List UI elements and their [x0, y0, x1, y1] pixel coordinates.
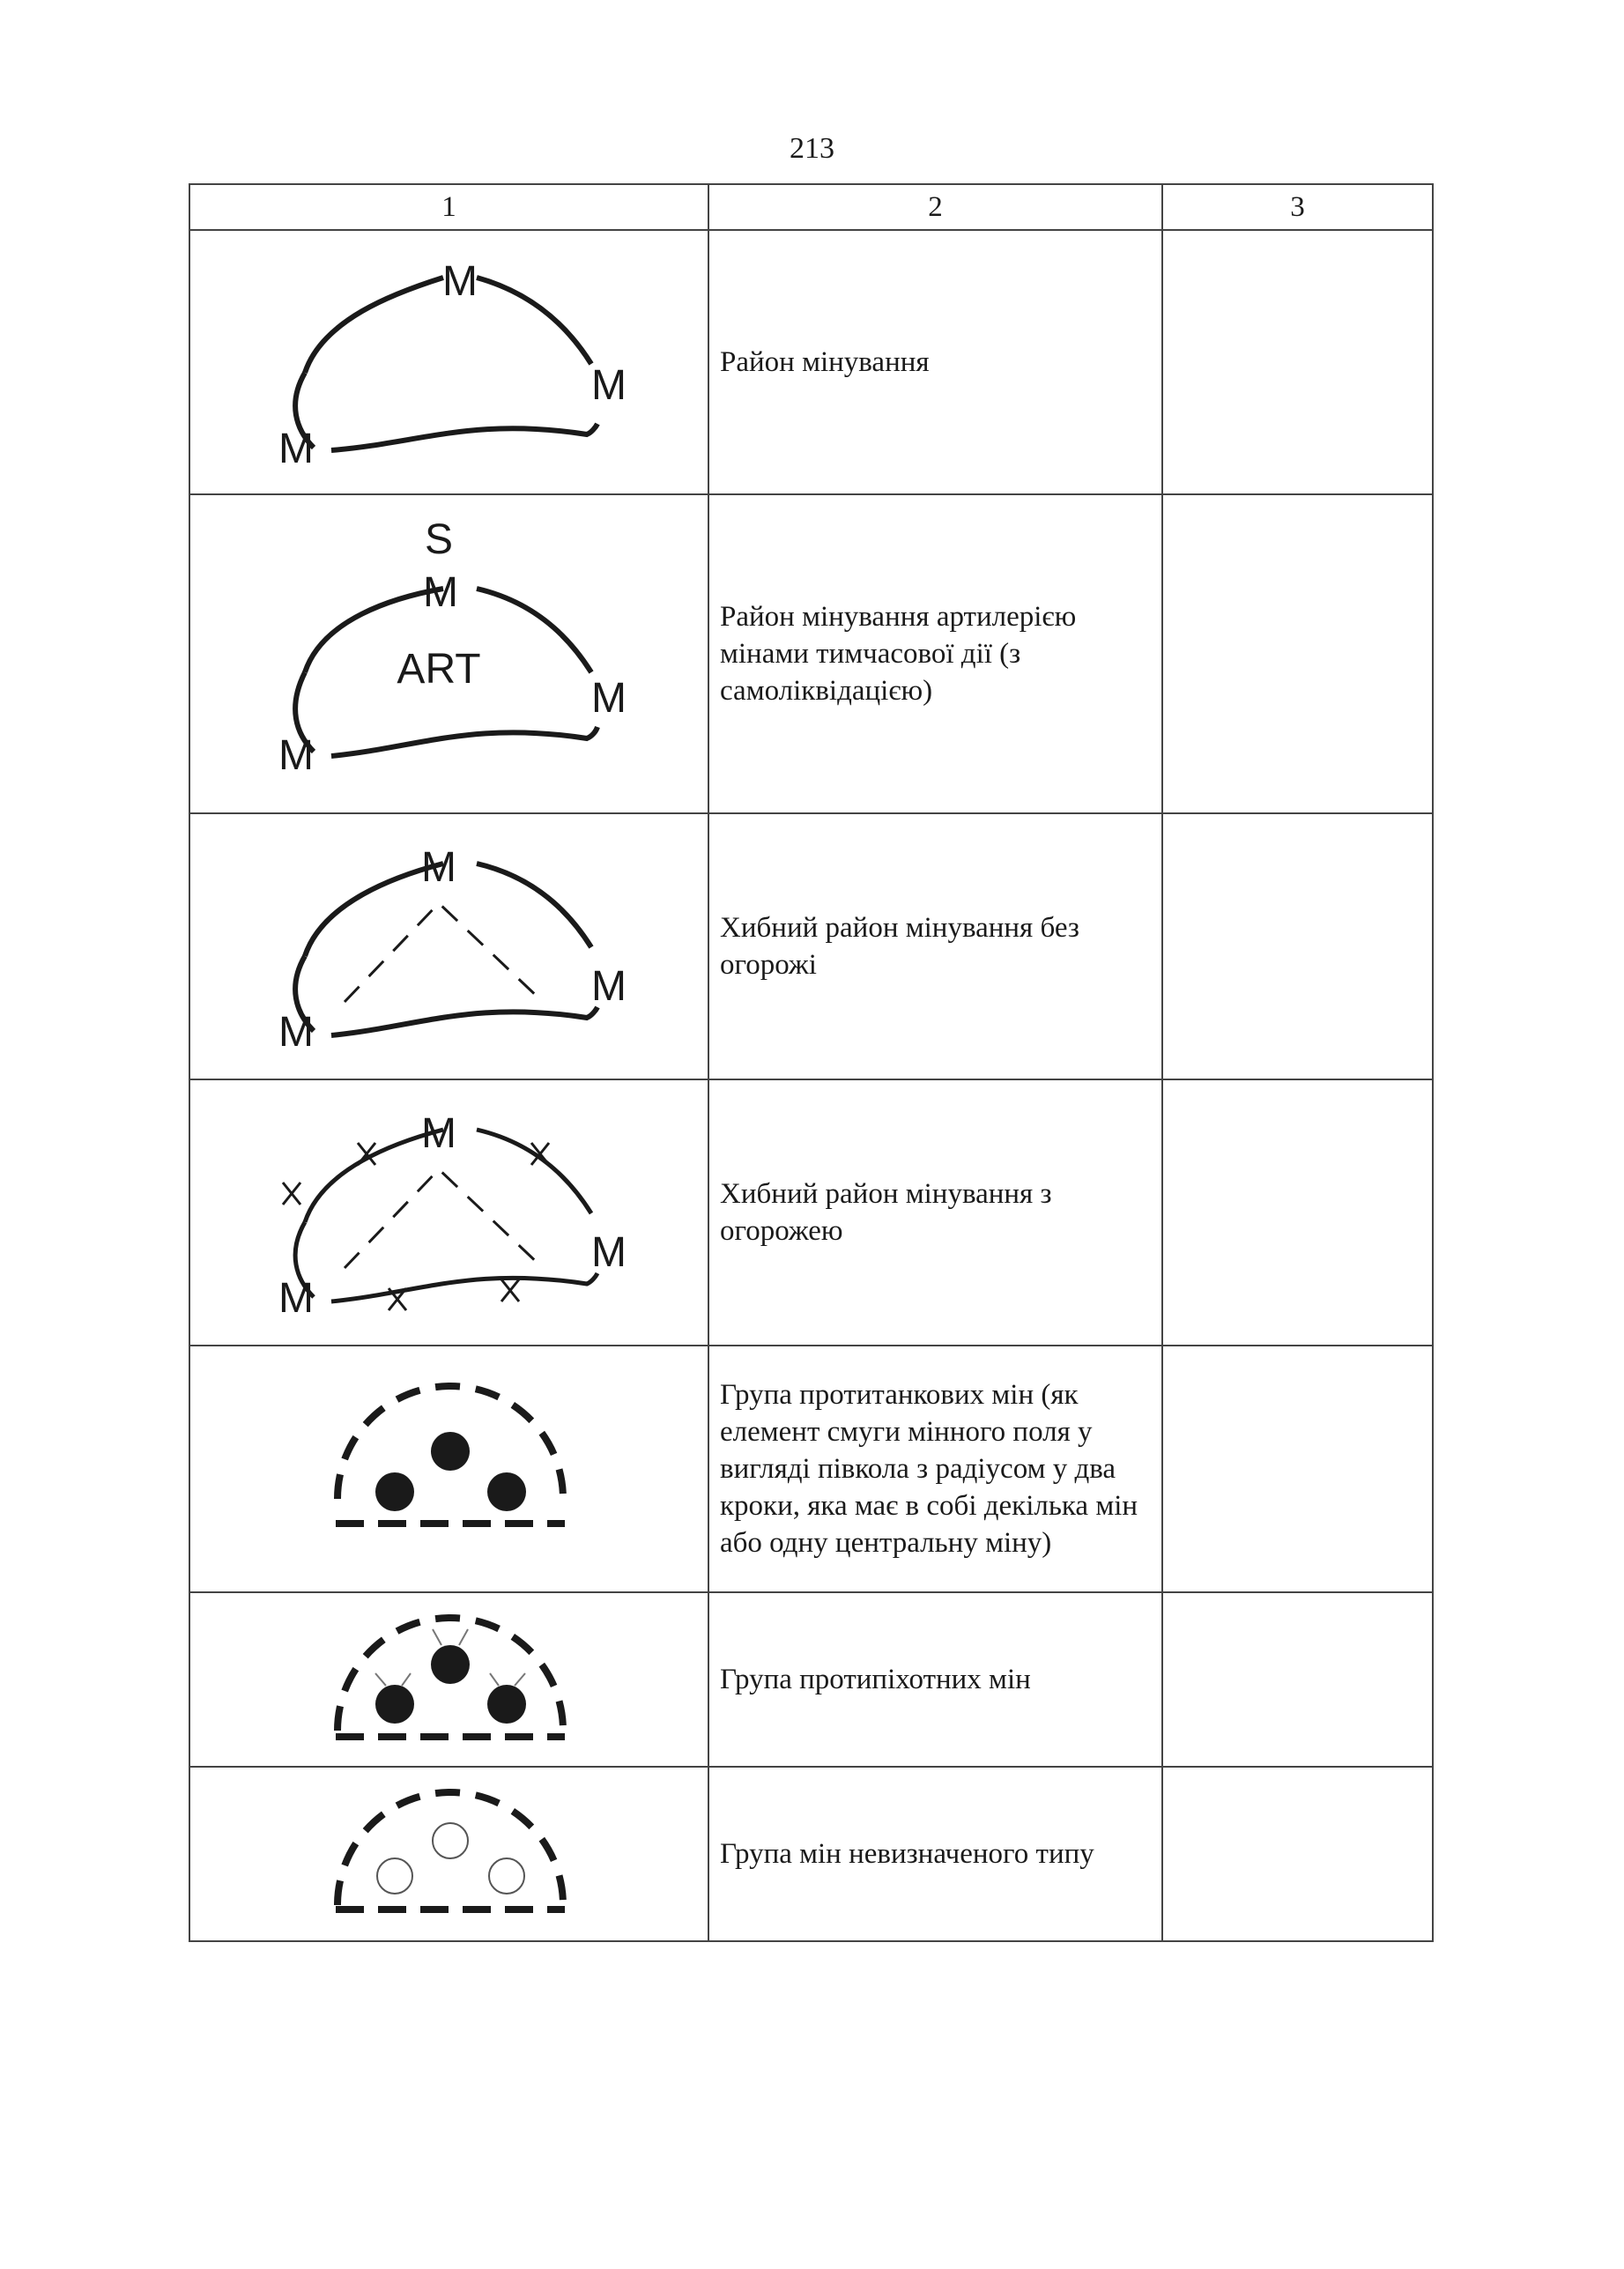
table-header-row: [189, 184, 1433, 230]
symbol-cell: [189, 230, 708, 494]
symbol-label: S: [424, 516, 454, 563]
table-row: [189, 494, 1433, 813]
fence-marks: [283, 1143, 549, 1310]
symbol-label: M: [591, 963, 627, 1010]
column-header: 3: [1162, 184, 1433, 230]
symbol-label: M: [278, 426, 314, 472]
mine-icon: [375, 1472, 414, 1511]
mine-icon: [487, 1472, 526, 1511]
page-number: 213: [790, 132, 834, 165]
table-row: [189, 1767, 1433, 1941]
anti-tank-group-symbol: [190, 1347, 709, 1591]
note-cell: [1162, 1592, 1433, 1767]
table-row: [189, 230, 1433, 494]
description-cell: Район мінування артилерією мінами тимчасової дії (з самоліквідацією): [708, 494, 1162, 813]
symbol-label: M: [591, 675, 627, 722]
anti-personnel-group-symbol: [190, 1594, 709, 1765]
symbol-cell: [189, 494, 708, 813]
note-cell: [1162, 230, 1433, 494]
description-cell: Хибний район мінування без огорожі: [708, 813, 1162, 1079]
false-area-fenced-symbol: [190, 1081, 709, 1344]
mine-icon: [431, 1645, 470, 1684]
symbol-label: M: [423, 569, 458, 616]
table-row: [189, 1079, 1433, 1346]
mine-icon: [375, 1685, 414, 1724]
description-cell: Район мінування: [708, 230, 1162, 494]
table-row: [189, 1346, 1433, 1592]
symbol-label: M: [421, 844, 456, 891]
note-cell: [1162, 1079, 1433, 1346]
note-cell: [1162, 1767, 1433, 1941]
note-cell: [1162, 813, 1433, 1079]
description-cell: Група протитанкових мін (як елемент смуги мінного поля у вигляді півкола з радіусом у два кроки, яка має в собі декілька мін або одну центральну міну): [708, 1346, 1162, 1592]
unknown-type-group-symbol: [190, 1768, 709, 1939]
symbol-cell: [189, 1079, 708, 1346]
symbol-label: M: [421, 1110, 456, 1157]
symbol-cell: [189, 813, 708, 1079]
false-area-unfenced-symbol: [190, 815, 709, 1078]
mine-icon: [433, 1823, 468, 1858]
symbol-label: M: [591, 362, 627, 409]
column-header: 1: [189, 184, 708, 230]
symbol-label: M: [278, 1275, 314, 1322]
description-cell: Група протипіхотних мін: [708, 1592, 1162, 1767]
mine-icon: [431, 1432, 470, 1471]
symbol-cell: [189, 1592, 708, 1767]
description-cell: Група мін невизначеного типу: [708, 1767, 1162, 1941]
symbol-label: M: [278, 1009, 314, 1056]
symbol-label: ART: [397, 646, 481, 693]
symbol-label: M: [591, 1229, 627, 1276]
note-cell: [1162, 494, 1433, 813]
table-row: [189, 1592, 1433, 1767]
symbol-label: M: [278, 732, 314, 779]
column-header: 2: [708, 184, 1162, 230]
note-cell: [1162, 1346, 1433, 1592]
table-row: [189, 813, 1433, 1079]
symbols-table: [189, 183, 1434, 1942]
symbol-cell: [189, 1346, 708, 1592]
mine-icon: [489, 1858, 524, 1894]
art-mining-area-symbol: [190, 496, 709, 812]
symbol-label: M: [442, 258, 478, 305]
mine-icon: [377, 1858, 412, 1894]
symbol-cell: [189, 1767, 708, 1941]
mining-area-symbol: [190, 232, 709, 493]
description-cell: Хибний район мінування з огорожею: [708, 1079, 1162, 1346]
mine-icon: [487, 1685, 526, 1724]
